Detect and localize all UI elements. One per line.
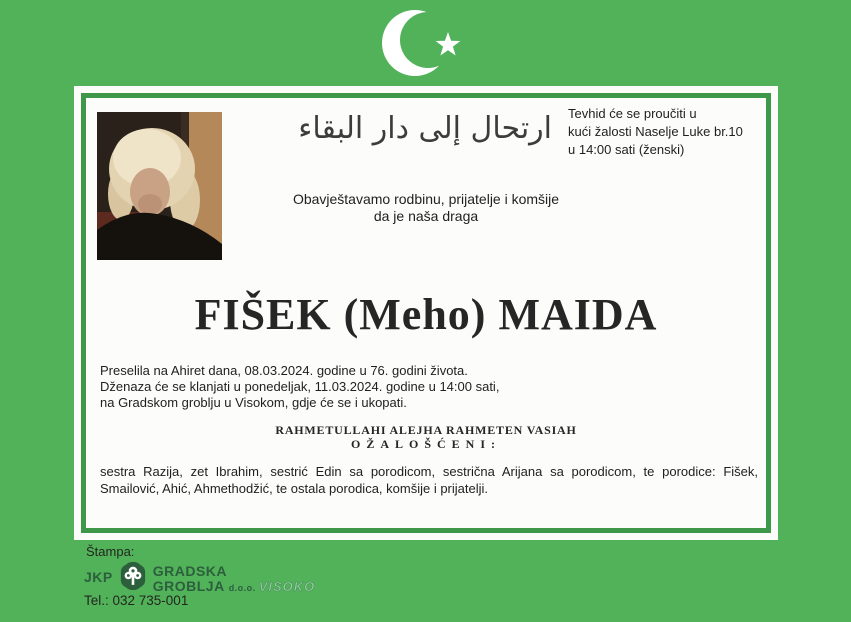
announcement-line: Obavještavamo rodbinu, prijatelje i komšije [292,191,560,207]
printer-name-line1: GRADSKA [152,563,228,579]
announcement-text [74,191,778,225]
printer-logo [84,561,315,596]
details-line: Preselila na Ahiret dana, 08.03.2024. godine u 76. godini života. [100,363,468,378]
gradska-groblja-badge-icon [119,561,147,596]
printer-phone: Tel.: 032 735-001 [84,593,189,608]
deceased-photo [97,112,222,260]
tevhid-line: kući žalosti Naselje Luke br.10 [568,124,743,139]
obituary-card [74,86,778,540]
details-line: Dženaza će se klanjati u ponedeljak, 11.03.2024. godine u 14:00 sati, [100,379,500,394]
tevhid-line: u 14:00 sati (ženski) [568,142,685,157]
crescent-star-icon [352,2,497,86]
mourners-heading: OŽALOŠĆENI: [350,437,502,451]
printer-name [153,564,316,596]
deceased-name: FIŠEK (Meho) MAIDA [194,290,658,339]
funeral-details [100,363,740,411]
printer-name-line2: GROBLJA [152,578,225,594]
printer-jkp-label: JKP [84,569,113,585]
announcement-line: da je naša draga [373,208,479,224]
mourners-list: sestra Razija, zet Ibrahim, sestrić Edin sa porodicom, sestrična Arijana sa porodicom, te porodice: Fišek, Smailović, Ahić, Ahmethodžić, te ostala porodica, komšije i prijatelji. [100,464,758,496]
tevhid-line: Tevhid će se proučiti u [568,106,697,121]
printer-doo: d.o.o. [228,583,256,593]
printer-city: VISOKO [258,579,316,594]
tevhid-notice [568,105,803,159]
prayer-text: RAHMETULLAHI ALEJHA RAHMETEN VASIAH [275,423,577,437]
arabic-calligraphy: ارتحال إلى دار البقاء [298,111,552,146]
stampa-label: Štampa: [86,544,135,559]
details-line: na Gradskom groblju u Visokom, gdje će se i ukopati. [100,395,407,410]
